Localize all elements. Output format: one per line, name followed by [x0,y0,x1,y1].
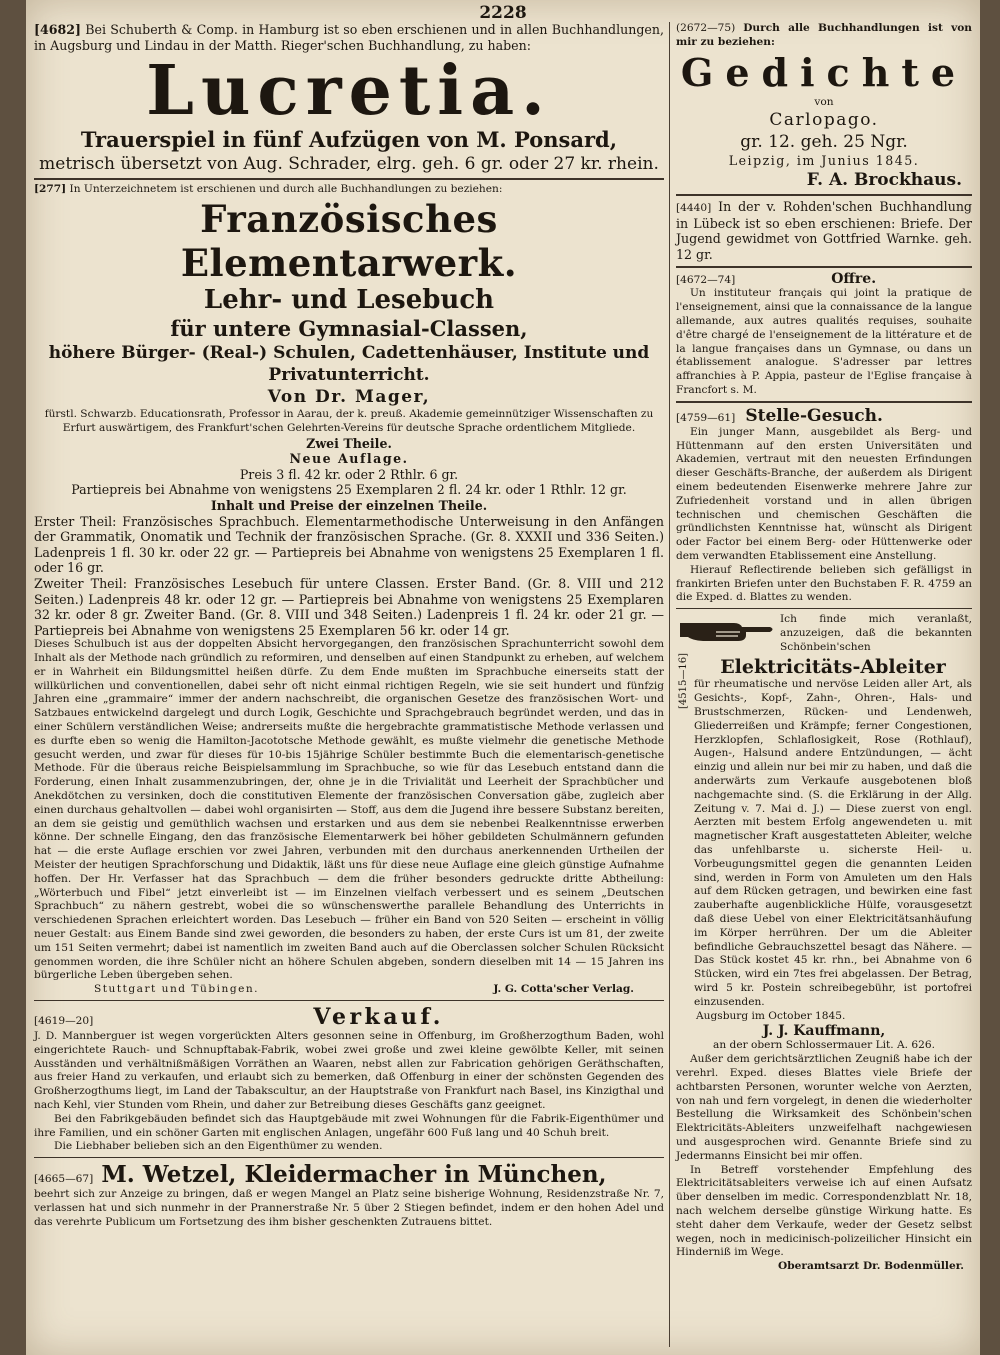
ad-title: Lucretia. [146,51,552,132]
ad-body: Ein junger Mann, ausgebildet als Berg- und Hüttenmann auf den ersten Universitäten und Akademien, vertraut mit den neuesten Erfindungen dieser Geschäfts-Branche, der außerdem als Dirigent einem bedeutenden Eisenwerke mehrere Jahre zur Zufriedenheit vorstand und in allen übrigen technischen und chemischen Geschäften die gründlichsten Kenntnisse hat, wünscht als Dirigent oder Factor bei einem Berg- oder Hüttenwerke oder dem verwandten Etablissement eine Anstellung. [676,425,972,562]
ad-publisher: J. G. Cotta'scher Verlag. [493,983,634,996]
ad-details: metrisch übersetzt von Aug. Schrader, elrg. geh. 6 gr. oder 27 kr. rhein. [39,154,659,175]
ad-price: gr. 12. geh. 25 Ngr. [740,132,908,153]
ad-body: In Betreff vorstehender Empfehlung des Elektricitätsableiters verweise ich auf einen Aufsatz über denselben im medic. Correspondenzblatt Nr. 18, nach welchem derselbe günstige Wirkung hatte. Es steht daher dem Verkaufe, weder der Gesetz selbst wegen, noch in medicinisch-polizeilicher Hinsicht ein Hinderniß im Wege. [676,1163,972,1259]
column-divider [669,22,670,1347]
ad-title: M. Wetzel, Kleidermacher in München, [101,1161,607,1189]
offre-ad [676,271,972,398]
ad-body: Außer dem gerichtsärztlichen Zeugniß habe ich der verehrl. Exped. dieses Blattes viele Briefe der achtbarsten Personen, worunter welche von Aerzten, von nah und fern vorgelegt, in denen die wiederholter Bestellung die Wirksamkeit des Schönbein'schen Elektricitäts-Ableiters unzweifelhaft nachgewiesen und ausgesprochen wird. Genannte Briefe sind zu Jedermanns Einsicht bei mir offen. [676,1053,972,1162]
ad-author: Von Dr. Mager, [267,386,431,407]
ad-ref: [277] [34,183,67,196]
ad-line: höhere Bürger- (Real-) Schulen, Cadettenhäuser, Institute und [48,342,650,363]
ad-ref: [4672—74] [676,273,736,286]
ad-contents-head: Inhalt und Preise der einzelnen Theile. [210,497,488,513]
ad-intro: Durch alle Buchhandlungen ist von mir zu beziehen: [676,22,972,48]
ad-line: Privatunterricht. [268,364,430,385]
ad-body: beehrt sich zur Anzeige zu bringen, daß er wegen Mangel an Platz seine bisherige Wohnung, Residenzstraße Nr. 7, verlassen hat und sich nunmehr in der Prannerstraße Nr. 5 über 2 Stiegen befindet, indem er den hohen Adel und das verehrte Publicum um Fortsetzung des ihm bisher geschenkten Zutrauens bittet. [34,1188,664,1228]
divider [34,178,664,180]
ad-body: Dieses Schulbuch ist aus der doppelten Absicht hervorgegangen, den französischen Sprachunterricht sowohl dem Inhalt als der Methode nach gründlich zu reformiren, und denselben auf einen Standpunkt zu erheben, auf welchem er in Wahrheit ein Bildungsmittel heißen dürfe. Zu dem Ende mußten im Sprachbuche einerseits statt der willkürlichen und conventionellen, dabei sehr oft nicht einmal richtigen Regeln, wie sie seit hundert und fünfzig Jahren eine „grammaire“ immer der andern nachschreibt, die organischen Gesetze des französischen Wort- und Satzbaues entwickelnd dargelegt und durch Logik, Geschichte und Sprachgebrauch begründet werden, und das in einer Schülern verständlichen Weise; andrerseits mußte die hergebrachte grammatistische Methode verlassen und es durfte eben so wenig die Hamilton-Jacototsche Methode gewählt, es mußte vielmehr die genetische Methode gesucht werden, und zwar für dieses für 10-bis 15jährige Schüler bestimmte Buch die elementarisch-genetische Methode. Für die überaus reiche Beispielsammlung im Sprachbuche, so wie für das Lesebuch entstand dann die Forderung, einen Inhalt zusammenzubringen, der, ohne je in die Trivialität und Leerheit der Sprachbücher und Anekdötchen zu versinken, doch die constitutiven Elemente der französischen Conversation gäbe, zugleich aber einen durchaus gehaltvollen — dabei wohl organisirten — Stoff, aus dem die Jugend ihre bessere Substanz bereiten, an dem sie geistig und gemüthlich wachsen und erstarken und aus dem sie nebenbei Realkenntnisse erwerben könne. Der schnelle Eingang, den das französische Elementarwerk bei höher gebildeten Schulmännern gefunden hat — die erste Auflage erschien vor zwei Jahren, verbunden mit den durchaus anerkennenden Urtheilen der Meister der heutigen Sprachforschung und Didaktik, läßt uns für diese neue Auflage eine gleich günstige Aufnahme hoffen. Der Hr. Verfasser hat das Sprachbuch — dem die früher besonders gedruckte dritte Abtheilung: „Wörterbuch und Fibel“ jetzt einverleibt ist — im Einzelnen vielfach verbessert und es seinem „Deutschen Sprachbuch“ zu nähern gestrebt, wobei die so wünschenswerthe parallele Behandlung des Unterrichts in verschiedenen Sprachen erleichtert worden. Das Lesebuch — früher ein Band von 520 Seiten — erscheint in völlig neuer Gestalt: aus Einem Bande sind zwei geworden, die besonders zu haben, der erste Curs ist um 81, der zweite um 151 Seiten vermehrt; dabei ist namentlich im zweiten Band auch auf die Oberclassen solcher Schulen Rücksicht genommen worden, die ihre Schüler nicht an höhere Schulen abgeben, sondern dieselben mit 14 — 15 Jahren ins bürgerliche Leben übergeben sehen. [34,638,664,982]
ad-intro: Bei Schuberth & Comp. in Hamburg ist so eben erschienen und in allen Buchhandlungen, in Augsburg und Lindau in der Matth. Rieger'schen Buchhandlung, zu haben: [34,22,665,53]
divider [34,1157,664,1158]
ad-author-desc: fürstl. Schwarzb. Educationsrath, Professor in Aarau, der k. preuß. Akademie gemeinnütziger Wissenschaften zu Erfurt auswärtigem, des Frankfurt'schen Gelehrten-Vereins für deutsche Sprache ordentlichem Mitgliede. [44,407,654,434]
divider [34,1000,664,1001]
ad-price: Preis 3 fl. 42 kr. oder 2 Rthlr. 6 gr. [239,466,459,482]
ad-date: Augsburg im October 1845. [696,1009,846,1022]
ad-ref: [4665—67] [34,1173,94,1186]
ad-side-ref: [4515—16] [678,653,689,710]
lucretia-ad [34,22,664,175]
left-column [34,22,664,1230]
divider [676,608,972,609]
ad-intro: Ich finde mich veranlaßt, anzuzeigen, daß die bekannten Schönbein'schen [780,613,972,653]
ad-ref: [4619—20] [34,1015,94,1028]
ad-body: für rheumatische und nervöse Leiden aller Art, als Gesichts-, Kopf-, Zahn-, Ohren-, Hals- und Brustschmerzen, Rücken- und Lendenweh, Gliederreißen und Krämpfe; ferner Congestionen, Herzklopfen, Schlaflosigkeit, Rose (Rothlauf), Augen-, Halsund andere Entzündungen, — ächt einzig und allein nur bei mir zu haben, und daß die anderwärts zum Verkaufe ausgebotenen bloß nachgemachte sind. (S. die Erklärung in der Allg. Zeitung v. 7. Mai d. J.) — Diese zuerst von engl. Aerzten mit bestem Erfolg angewendeten u. mit magnetischer Kraft ausgestatteten Ableiter, welche das unfehlbarste u. sicherste Heil- u. Vorbeugungsmittel gegen die genannten Leiden sind, werden in Form von Amuleten um den Hals auf dem Rücken getragen, und bewirken eine fast zauberhafte augenblickliche Hülfe, vorausgesetzt daß diese Uebel von einer Elektricitätsanhäufung im Körper herrühren. Der um die Ableiter befindliche Gebrauchszettel besagt das Nähere. — Das Stück kostet 45 kr. rhn., bei Abnahme von 6 Stücken, wird ein 7tes frei abgelassen. Der Betrag, wird 5 kr. Postein schreibegebühr, ist portofrei einzusenden. [694,678,972,1008]
ad-intro: In Unterzeichnetem ist erschienen und durch alle Buchhandlungen zu beziehen: [69,183,503,196]
ad-ref: (2672—75) [676,22,736,34]
ad-place: Stuttgart und Tübingen. [94,983,260,996]
ad-title: Französisches Elementarwerk. [180,196,518,285]
newspaper-page [26,0,980,1355]
ad-title: Gedichte [680,49,968,95]
ad-signature: Oberamtsarzt Dr. Bodenmüller. [778,1260,964,1273]
ad-title: Stelle-Gesuch. [745,405,883,426]
divider [676,266,972,268]
ad-place: Leipzig, im Junius 1845. [728,153,920,169]
ad-subtitle: Trauerspiel in fünf Aufzügen von M. Ponsard, [80,127,618,153]
divider [676,401,972,403]
ad-address: an der obern Schlossermauer Lit. A. 626. [713,1039,935,1052]
ad-body: J. D. Mannberguer ist wegen vorgerückten Alters gesonnen seine in Offenburg, im Großherzogthum Baden, wohl eingerichtete Rauch- und Schnupftabak-Fabrik, wobei zwei große und zwei kleine gewölbte Keller, mit seinen Ausständen und verhältnißmäßigen Vorräthen an Waaren, nebst allen zur Fabrication gehörigen Geräthschaften, aus freier Hand zu verkaufen, und erlaubt sich zu bemerken, daß Offenburg in einer der schönsten Gegenden des Großherzogthums liegt, im Land der Tabakscultur, an der Hauptstraße von Frankfurt nach Basel, ins Kinzigthal und nach Kehl, vier Stunden vom Rhein, und daher zur Betreibung dieses Geschäfts ganz geeignet. [34,1030,664,1111]
ad-name: J. J. Kauffmann, [762,1023,886,1040]
ableiter-ad [676,613,972,1274]
pointing-hand-icon [676,613,776,645]
ad-head [676,613,972,654]
ad-publisher: F. A. Brockhaus. [806,169,962,190]
ad-title: Offre. [831,270,877,287]
ad-text: In der v. Rohden'schen Buchhandlung in Lübeck ist so eben erschienen: Briefe. Der Jugend gewidmet von Gottfried Warnke. geh. 12 gr. [676,198,972,262]
ad-ref: [4682] [34,22,81,37]
elementarwerk-ad [34,183,664,997]
gedichte-ad [676,22,972,191]
ad-body: Un instituteur français qui joint la pratique de l'enseignement, ainsi que la connaissance de la langue allemande, aux autres qualités requises, souhaite d'être chargé de l'enseignement de la littérature et de la langue françaises dans un Gymnase, ou dans un établissement analogue. S'adresser par lettres affranchies à P. Appia, pasteur de l'Eglise française à Francfort s. M. [676,287,972,396]
ad-author: Carlopago. [769,110,879,131]
ad-body: Die Liebhaber belieben sich an den Eigenthümer zu wenden. [54,1140,383,1153]
briefe-ad [676,199,972,263]
stelle-ad [676,406,972,605]
ad-title: Elektricitäts-Ableiter [720,656,946,679]
ad-body: Hierauf Reflectirende belieben sich gefälligst in frankirten Briefen unter den Buchstaben F. R. 4759 an die Exped. d. Blattes zu wenden. [676,563,972,604]
ad-ref: [4440] [676,201,712,214]
ad-von: von [814,95,834,108]
verkauf-ad [34,1004,664,1154]
ad-line: für untere Gymnasial-Classen, [170,315,528,341]
ad-ref: [4759—61] [676,411,736,424]
ad-party-price: Partiepreis bei Abnahme von wenigstens 25 Exemplaren 2 fl. 24 kr. oder 1 Rthlr. 12 gr. [71,482,627,498]
ad-part-2: Zweiter Theil: Französisches Lesebuch für untere Classen. Erster Band. (Gr. 8. VIII und 212 Seiten.) Ladenpreis 48 kr. oder 12 gr. — Partiepreis bei Abnahme von wenigstens 25 Exemplaren 32 kr. oder 8 gr. Zweiter Band. (Gr. 8. VIII und 348 Seiten.) Ladenpreis 1 fl. 24 kr. oder 21 gr. — Partiepreis bei Abnahme von wenigstens 25 Exemplaren 56 kr. oder 14 gr. [34,575,664,638]
page-number: 2228 [479,3,527,23]
divider [676,194,972,196]
ad-edition: Neue Auflage. [289,451,409,467]
ad-parts: Zwei Theile. [306,435,392,451]
ad-title: Verkauf. [313,1004,444,1031]
wetzel-ad [34,1161,664,1229]
ad-body: Bei den Fabrikgebäuden befindet sich das Hauptgebäude mit zwei Wohnungen für die Fabrik-Eigenthümer und ihre Familien, und ein schöner Garten mit englischen Anlagen, ungefähr 600 Fuß lang und 40 Schuh breit. [34,1112,664,1139]
right-column [676,22,972,1274]
ad-line: Lehr- und Lesebuch [203,284,495,315]
ad-part-1: Erster Theil: Französisches Sprachbuch. Elementarmethodische Unterweisung in den Anfängen der Grammatik, Onomatik und Technik der französischen Sprache. (Gr. 8. XXXII und 336 Seiten.) Ladenpreis 1 fl. 30 kr. oder 22 gr. — Partiepreis bei Abnahme von wenigstens 25 Exemplaren 1 fl. oder 16 gr. [34,513,664,576]
